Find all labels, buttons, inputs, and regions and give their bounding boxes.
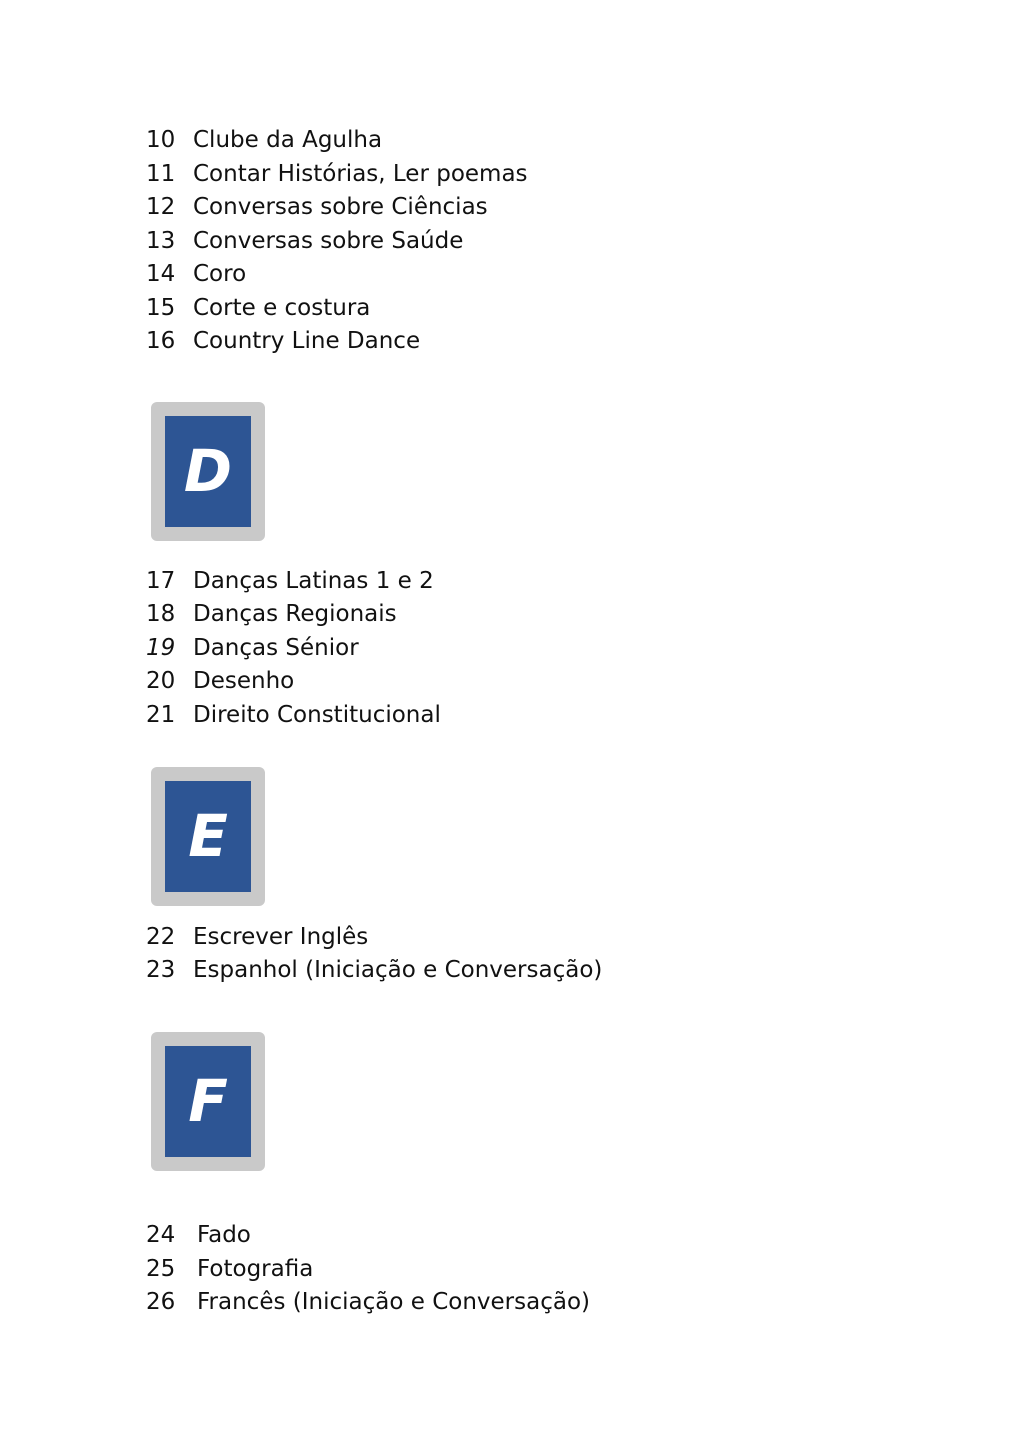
item-number: 25 [146, 1256, 176, 1282]
list-item [146, 631, 359, 665]
item-number: 19 [146, 635, 176, 661]
letter-d: D [165, 416, 251, 527]
list-item [146, 920, 368, 954]
list-item [146, 564, 434, 598]
item-number: 11 [146, 161, 176, 187]
list-item [146, 1252, 313, 1286]
item-label: Fotografia [197, 1256, 314, 1282]
item-label: Coro [193, 261, 247, 287]
list-item [146, 664, 294, 698]
list-item [146, 953, 602, 987]
item-number: 22 [146, 924, 176, 950]
item-number: 10 [146, 127, 176, 153]
item-number: 12 [146, 194, 176, 220]
list-item [146, 324, 420, 358]
item-number: 21 [146, 702, 176, 728]
item-label: Desenho [193, 668, 295, 694]
list-item [146, 190, 488, 224]
list-item [146, 698, 441, 732]
item-label: Escrever Inglês [193, 924, 369, 950]
item-label: Danças Sénior [193, 635, 359, 661]
letter-badge-d [151, 402, 265, 541]
list-item [146, 257, 246, 291]
list-item [146, 224, 463, 258]
item-number: 16 [146, 328, 176, 354]
item-label: Country Line Dance [193, 328, 421, 354]
item-number: 13 [146, 228, 176, 254]
item-number: 23 [146, 957, 176, 983]
list-item [146, 1285, 590, 1319]
item-number: 20 [146, 668, 176, 694]
item-number: 14 [146, 261, 176, 287]
item-label: Fado [197, 1222, 251, 1248]
item-number: 24 [146, 1222, 176, 1248]
letter-badge-e [151, 767, 265, 906]
item-label: Conversas sobre Ciências [193, 194, 488, 220]
item-label: Contar Histórias, Ler poemas [193, 161, 528, 187]
list-item [146, 597, 397, 631]
letter-f: F [165, 1046, 251, 1157]
letter-badge-f [151, 1032, 265, 1171]
list-item [146, 157, 528, 191]
item-number: 15 [146, 295, 176, 321]
item-number: 26 [146, 1289, 176, 1315]
item-label: Clube da Agulha [193, 127, 383, 153]
item-number: 17 [146, 568, 176, 594]
list-item [146, 291, 370, 325]
item-label: Francês (Iniciação e Conversação) [197, 1289, 590, 1315]
item-label: Danças Regionais [193, 601, 397, 627]
letter-e: E [165, 781, 251, 892]
list-item [146, 1218, 251, 1252]
list-item [146, 123, 382, 157]
item-label: Danças Latinas 1 e 2 [193, 568, 434, 594]
item-label: Corte e costura [193, 295, 371, 321]
item-label: Direito Constitucional [193, 702, 441, 728]
item-label: Espanhol (Iniciação e Conversação) [193, 957, 603, 983]
item-label: Conversas sobre Saúde [193, 228, 464, 254]
item-number: 18 [146, 601, 176, 627]
